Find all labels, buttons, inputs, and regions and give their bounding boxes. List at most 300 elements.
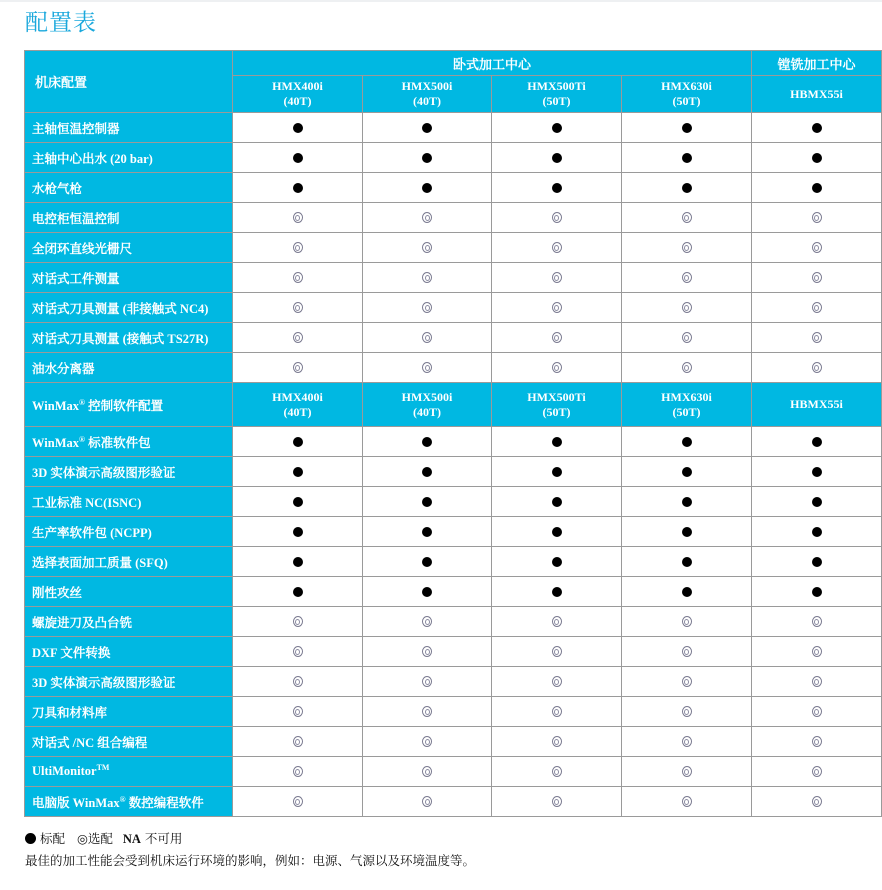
availability-cell bbox=[752, 427, 882, 457]
availability-cell bbox=[363, 697, 492, 727]
availability-cell bbox=[363, 577, 492, 607]
table-row bbox=[25, 233, 882, 263]
row-label: DXF 文件转换 bbox=[25, 637, 233, 667]
double-circle-icon bbox=[422, 272, 432, 283]
table-row bbox=[25, 697, 882, 727]
availability-cell bbox=[233, 727, 363, 757]
model-header bbox=[363, 383, 492, 427]
availability-cell bbox=[622, 457, 752, 487]
double-circle-icon bbox=[422, 242, 432, 253]
availability-cell bbox=[363, 323, 492, 353]
model-name: HMX630i bbox=[661, 389, 712, 404]
model-header bbox=[622, 383, 752, 427]
double-circle-icon bbox=[552, 212, 562, 223]
double-circle-icon bbox=[682, 332, 692, 343]
double-circle-icon bbox=[682, 362, 692, 373]
availability-cell bbox=[492, 517, 622, 547]
model-header bbox=[752, 76, 882, 113]
double-circle-icon bbox=[552, 796, 562, 807]
table-row bbox=[25, 787, 882, 817]
availability-cell bbox=[492, 487, 622, 517]
availability-cell bbox=[363, 203, 492, 233]
double-circle-icon bbox=[552, 676, 562, 687]
availability-cell bbox=[492, 577, 622, 607]
availability-cell bbox=[492, 263, 622, 293]
double-circle-icon bbox=[682, 796, 692, 807]
model-name: HMX400i bbox=[272, 79, 323, 93]
model-tooling: (40T) bbox=[283, 404, 312, 419]
table-row bbox=[25, 263, 882, 293]
table-row bbox=[25, 637, 882, 667]
filled-circle-icon bbox=[812, 437, 822, 447]
availability-cell bbox=[492, 787, 622, 817]
availability-cell bbox=[233, 457, 363, 487]
availability-cell bbox=[622, 353, 752, 383]
row-label: 对话式 /NC 组合编程 bbox=[25, 727, 233, 757]
availability-cell bbox=[363, 547, 492, 577]
filled-circle-icon bbox=[812, 123, 822, 133]
availability-cell bbox=[492, 353, 622, 383]
availability-cell bbox=[622, 487, 752, 517]
availability-cell bbox=[492, 293, 622, 323]
availability-cell bbox=[233, 353, 363, 383]
availability-cell bbox=[233, 233, 363, 263]
double-circle-icon bbox=[552, 706, 562, 717]
double-circle-icon bbox=[293, 362, 303, 373]
availability-cell bbox=[233, 637, 363, 667]
filled-circle-icon bbox=[682, 497, 692, 507]
software-header-row bbox=[25, 383, 882, 427]
double-circle-icon bbox=[422, 646, 432, 657]
availability-cell bbox=[622, 143, 752, 173]
filled-circle-icon bbox=[293, 123, 303, 133]
model-tooling: (50T) bbox=[542, 404, 571, 419]
table-row bbox=[25, 293, 882, 323]
filled-circle-icon bbox=[422, 587, 432, 597]
row-label: 电控柜恒温控制 bbox=[25, 203, 233, 233]
double-circle-icon bbox=[682, 766, 692, 777]
row-label: 主轴中心出水 (20 bar) bbox=[25, 143, 233, 173]
availability-cell bbox=[752, 293, 882, 323]
availability-cell bbox=[622, 787, 752, 817]
availability-cell bbox=[363, 787, 492, 817]
double-circle-icon bbox=[552, 736, 562, 747]
availability-cell bbox=[622, 173, 752, 203]
double-circle-icon bbox=[422, 302, 432, 313]
model-tooling: (40T) bbox=[413, 94, 441, 108]
availability-cell bbox=[233, 263, 363, 293]
filled-circle-icon bbox=[422, 527, 432, 537]
availability-cell bbox=[622, 547, 752, 577]
availability-cell bbox=[622, 293, 752, 323]
row-label: 生产率软件包 (NCPP) bbox=[25, 517, 233, 547]
availability-cell bbox=[752, 787, 882, 817]
model-name: HMX630i bbox=[661, 79, 712, 93]
model-tooling: (50T) bbox=[542, 94, 571, 108]
software-config-body bbox=[25, 427, 882, 817]
availability-cell bbox=[752, 113, 882, 143]
model-name: HBMX55i bbox=[790, 397, 843, 411]
table-row bbox=[25, 203, 882, 233]
availability-cell bbox=[233, 203, 363, 233]
availability-cell bbox=[233, 143, 363, 173]
availability-cell bbox=[492, 427, 622, 457]
filled-circle-icon bbox=[293, 183, 303, 193]
double-circle-icon bbox=[293, 332, 303, 343]
table-row bbox=[25, 113, 882, 143]
availability-cell bbox=[363, 143, 492, 173]
legend-na-label: 不可用 bbox=[144, 831, 183, 846]
double-circle-icon bbox=[552, 332, 562, 343]
availability-cell bbox=[752, 487, 882, 517]
model-header bbox=[492, 383, 622, 427]
model-tooling: (40T) bbox=[283, 94, 312, 108]
double-circle-icon bbox=[293, 676, 303, 687]
availability-cell bbox=[492, 697, 622, 727]
table-row bbox=[25, 547, 882, 577]
table-row bbox=[25, 517, 882, 547]
availability-cell bbox=[752, 727, 882, 757]
row-label: 对话式刀具测量 (接触式 TS27R) bbox=[25, 323, 233, 353]
double-circle-icon bbox=[422, 362, 432, 373]
availability-cell bbox=[622, 233, 752, 263]
legend bbox=[25, 829, 182, 847]
availability-cell bbox=[622, 517, 752, 547]
availability-cell bbox=[363, 457, 492, 487]
availability-cell bbox=[233, 173, 363, 203]
availability-cell bbox=[233, 427, 363, 457]
model-name: HMX500Ti bbox=[527, 389, 586, 404]
double-circle-icon bbox=[293, 212, 303, 223]
group-header-horizontal: 卧式加工中心 bbox=[233, 51, 752, 76]
availability-cell bbox=[752, 203, 882, 233]
filled-circle-icon bbox=[552, 153, 562, 163]
filled-circle-icon bbox=[682, 587, 692, 597]
filled-circle-icon bbox=[552, 437, 562, 447]
double-circle-icon bbox=[682, 676, 692, 687]
double-circle-icon bbox=[812, 766, 822, 777]
model-header bbox=[233, 383, 363, 427]
table-row bbox=[25, 757, 882, 787]
double-circle-icon bbox=[812, 706, 822, 717]
double-circle-icon bbox=[812, 736, 822, 747]
availability-cell bbox=[363, 667, 492, 697]
availability-cell bbox=[363, 757, 492, 787]
filled-circle-icon bbox=[422, 467, 432, 477]
availability-cell bbox=[752, 637, 882, 667]
availability-cell bbox=[622, 203, 752, 233]
model-header bbox=[492, 76, 622, 113]
availability-cell bbox=[492, 637, 622, 667]
row-label: 3D 实体演示高级图形验证 bbox=[25, 667, 233, 697]
model-header bbox=[233, 76, 363, 113]
filled-circle-icon bbox=[682, 123, 692, 133]
footnote: 最佳的加工性能会受到机床运行环境的影响，例如：电源、气源以及环境温度等。 bbox=[25, 853, 476, 868]
availability-cell bbox=[752, 457, 882, 487]
filled-circle-icon bbox=[812, 527, 822, 537]
top-divider bbox=[0, 0, 882, 2]
double-circle-icon bbox=[682, 616, 692, 627]
filled-circle-icon bbox=[682, 437, 692, 447]
filled-circle-icon bbox=[293, 527, 303, 537]
filled-circle-icon bbox=[552, 557, 562, 567]
model-name: HMX500Ti bbox=[527, 79, 586, 93]
availability-cell bbox=[233, 667, 363, 697]
filled-circle-icon bbox=[422, 123, 432, 133]
double-circle-icon bbox=[812, 302, 822, 313]
double-circle-icon bbox=[552, 362, 562, 373]
table-row bbox=[25, 607, 882, 637]
availability-cell bbox=[622, 757, 752, 787]
row-label: 电脑版 WinMax® 数控编程软件 bbox=[25, 787, 233, 817]
filled-circle-icon bbox=[682, 467, 692, 477]
availability-cell bbox=[363, 517, 492, 547]
availability-cell bbox=[752, 667, 882, 697]
double-circle-icon bbox=[812, 796, 822, 807]
double-circle-icon bbox=[552, 766, 562, 777]
double-circle-icon bbox=[682, 706, 692, 717]
table-row bbox=[25, 577, 882, 607]
model-tooling: (50T) bbox=[672, 404, 701, 419]
availability-cell bbox=[233, 757, 363, 787]
availability-cell bbox=[233, 787, 363, 817]
availability-cell bbox=[363, 263, 492, 293]
filled-circle-icon bbox=[552, 587, 562, 597]
double-circle-icon bbox=[422, 766, 432, 777]
row-label: WinMax® 标准软件包 bbox=[25, 427, 233, 457]
availability-cell bbox=[492, 233, 622, 263]
row-label: 水枪气枪 bbox=[25, 173, 233, 203]
group-header-boring-milling: 镗铣加工中心 bbox=[752, 51, 882, 76]
filled-circle-icon bbox=[552, 527, 562, 537]
availability-cell bbox=[622, 323, 752, 353]
table-row bbox=[25, 427, 882, 457]
double-circle-icon bbox=[552, 302, 562, 313]
availability-cell bbox=[622, 263, 752, 293]
filled-circle-icon bbox=[552, 467, 562, 477]
configuration-table bbox=[24, 50, 882, 817]
double-circle-icon bbox=[812, 362, 822, 373]
filled-circle-icon bbox=[422, 557, 432, 567]
legend-standard: 标配 bbox=[40, 831, 66, 846]
availability-cell bbox=[752, 577, 882, 607]
availability-cell bbox=[363, 173, 492, 203]
table-row bbox=[25, 667, 882, 697]
row-label: 刀具和材料库 bbox=[25, 697, 233, 727]
double-circle-icon bbox=[552, 616, 562, 627]
filled-circle-icon bbox=[422, 497, 432, 507]
filled-circle-icon bbox=[552, 497, 562, 507]
page-title: 配置表 bbox=[25, 10, 97, 36]
filled-circle-icon bbox=[682, 527, 692, 537]
filled-circle-icon bbox=[552, 123, 562, 133]
availability-cell bbox=[752, 353, 882, 383]
availability-cell bbox=[622, 637, 752, 667]
availability-cell bbox=[363, 607, 492, 637]
double-circle-icon bbox=[422, 796, 432, 807]
model-name: HMX400i bbox=[272, 389, 323, 404]
table-row bbox=[25, 727, 882, 757]
legend-optional: ◎选配 bbox=[76, 831, 113, 846]
availability-cell bbox=[622, 577, 752, 607]
double-circle-icon bbox=[682, 212, 692, 223]
row-label: 主轴恒温控制器 bbox=[25, 113, 233, 143]
filled-circle-icon bbox=[293, 587, 303, 597]
availability-cell bbox=[363, 427, 492, 457]
double-circle-icon bbox=[552, 242, 562, 253]
double-circle-icon bbox=[812, 272, 822, 283]
availability-cell bbox=[752, 323, 882, 353]
row-label: 选择表面加工质量 (SFQ) bbox=[25, 547, 233, 577]
row-label: 刚性攻丝 bbox=[25, 577, 233, 607]
availability-cell bbox=[752, 143, 882, 173]
availability-cell bbox=[233, 293, 363, 323]
availability-cell bbox=[492, 607, 622, 637]
double-circle-icon bbox=[682, 646, 692, 657]
availability-cell bbox=[363, 113, 492, 143]
table-row bbox=[25, 323, 882, 353]
model-header bbox=[752, 383, 882, 427]
double-circle-icon bbox=[682, 272, 692, 283]
availability-cell bbox=[492, 143, 622, 173]
double-circle-icon bbox=[422, 616, 432, 627]
filled-circle-icon bbox=[812, 587, 822, 597]
availability-cell bbox=[233, 697, 363, 727]
machine-config-body bbox=[25, 113, 882, 383]
model-name: HBMX55i bbox=[790, 86, 843, 101]
table-row bbox=[25, 457, 882, 487]
filled-circle-icon bbox=[812, 467, 822, 477]
double-circle-icon bbox=[812, 212, 822, 223]
model-tooling: (50T) bbox=[672, 94, 701, 108]
availability-cell bbox=[492, 727, 622, 757]
availability-cell bbox=[492, 667, 622, 697]
double-circle-icon bbox=[293, 272, 303, 283]
availability-cell bbox=[492, 757, 622, 787]
availability-cell bbox=[363, 293, 492, 323]
double-circle-icon bbox=[293, 616, 303, 627]
double-circle-icon bbox=[422, 212, 432, 223]
availability-cell bbox=[752, 697, 882, 727]
availability-cell bbox=[363, 353, 492, 383]
availability-cell bbox=[492, 547, 622, 577]
double-circle-icon bbox=[812, 332, 822, 343]
model-header bbox=[622, 76, 752, 113]
availability-cell bbox=[233, 607, 363, 637]
table-row bbox=[25, 143, 882, 173]
filled-circle-icon bbox=[682, 153, 692, 163]
legend-na-code: NA bbox=[122, 832, 141, 846]
model-name: HMX500i bbox=[401, 389, 453, 404]
table-row bbox=[25, 487, 882, 517]
availability-cell bbox=[233, 547, 363, 577]
availability-cell bbox=[363, 233, 492, 263]
model-name: HMX500i bbox=[401, 79, 453, 93]
double-circle-icon bbox=[293, 766, 303, 777]
filled-circle-icon bbox=[552, 183, 562, 193]
row-label: 对话式工件测量 bbox=[25, 263, 233, 293]
filled-circle-icon bbox=[422, 153, 432, 163]
row-label: 工业标准 NC(ISNC) bbox=[25, 487, 233, 517]
double-circle-icon bbox=[293, 736, 303, 747]
availability-cell bbox=[752, 233, 882, 263]
double-circle-icon bbox=[812, 616, 822, 627]
availability-cell bbox=[622, 697, 752, 727]
availability-cell bbox=[622, 667, 752, 697]
availability-cell bbox=[233, 323, 363, 353]
double-circle-icon bbox=[422, 706, 432, 717]
double-circle-icon bbox=[422, 736, 432, 747]
double-circle-icon bbox=[812, 676, 822, 687]
availability-cell bbox=[752, 607, 882, 637]
availability-cell bbox=[492, 113, 622, 143]
availability-cell bbox=[363, 487, 492, 517]
filled-circle-icon bbox=[293, 437, 303, 447]
availability-cell bbox=[492, 457, 622, 487]
filled-circle-icon bbox=[812, 183, 822, 193]
availability-cell bbox=[363, 727, 492, 757]
filled-circle-icon bbox=[682, 557, 692, 567]
double-circle-icon bbox=[293, 706, 303, 717]
double-circle-icon bbox=[293, 302, 303, 313]
availability-cell bbox=[363, 637, 492, 667]
row-label: 对话式刀具测量 (非接触式 NC4) bbox=[25, 293, 233, 323]
row-label: 3D 实体演示高级图形验证 bbox=[25, 457, 233, 487]
availability-cell bbox=[752, 547, 882, 577]
double-circle-icon bbox=[422, 332, 432, 343]
double-circle-icon bbox=[682, 242, 692, 253]
availability-cell bbox=[752, 517, 882, 547]
filled-circle-icon bbox=[682, 183, 692, 193]
filled-circle-icon bbox=[812, 153, 822, 163]
double-circle-icon bbox=[682, 302, 692, 313]
availability-cell bbox=[233, 517, 363, 547]
availability-cell bbox=[622, 727, 752, 757]
availability-cell bbox=[233, 113, 363, 143]
double-circle-icon bbox=[682, 736, 692, 747]
filled-circle-icon bbox=[293, 497, 303, 507]
table-row bbox=[25, 173, 882, 203]
availability-cell bbox=[233, 487, 363, 517]
double-circle-icon bbox=[293, 242, 303, 253]
filled-circle-icon bbox=[812, 557, 822, 567]
row-label: 油水分离器 bbox=[25, 353, 233, 383]
software-section-label: WinMax® 控制软件配置 bbox=[25, 383, 233, 427]
availability-cell bbox=[492, 173, 622, 203]
row-label: 全闭环直线光栅尺 bbox=[25, 233, 233, 263]
filled-circle-icon bbox=[422, 437, 432, 447]
double-circle-icon bbox=[812, 646, 822, 657]
filled-circle-icon bbox=[293, 153, 303, 163]
row-label: UltiMonitor™ bbox=[25, 757, 233, 787]
availability-cell bbox=[622, 427, 752, 457]
double-circle-icon bbox=[812, 242, 822, 253]
table-row bbox=[25, 353, 882, 383]
availability-cell bbox=[752, 757, 882, 787]
double-circle-icon bbox=[422, 676, 432, 687]
model-header bbox=[363, 76, 492, 113]
filled-circle-icon bbox=[422, 183, 432, 193]
filled-circle-icon bbox=[25, 833, 36, 844]
availability-cell bbox=[492, 203, 622, 233]
filled-circle-icon bbox=[293, 557, 303, 567]
model-tooling: (40T) bbox=[413, 404, 441, 419]
row-label: 螺旋进刀及凸台铣 bbox=[25, 607, 233, 637]
double-circle-icon bbox=[293, 646, 303, 657]
corner-label: 机床配置 bbox=[25, 51, 233, 113]
availability-cell bbox=[233, 577, 363, 607]
availability-cell bbox=[752, 263, 882, 293]
